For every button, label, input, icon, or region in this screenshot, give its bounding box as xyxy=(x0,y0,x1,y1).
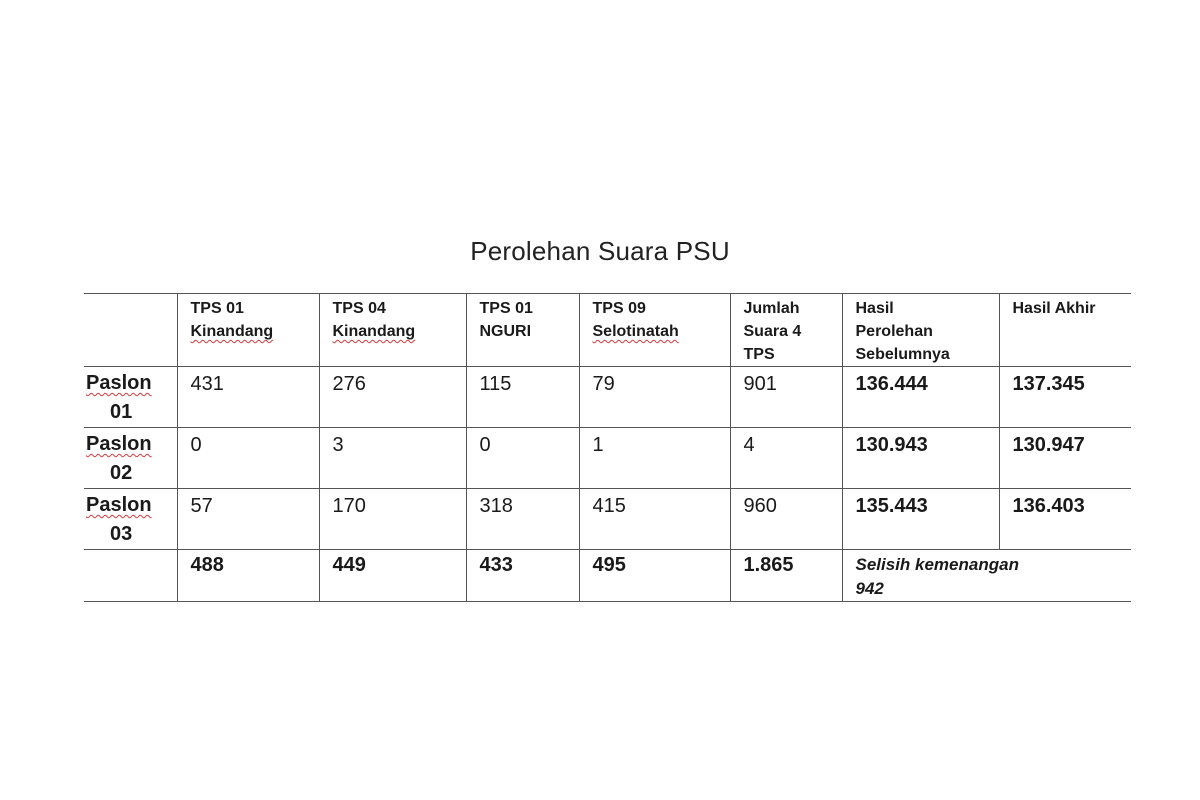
vote-results-table xyxy=(84,293,1131,602)
table-cell: 4 xyxy=(730,428,842,489)
header-tps01-kinandang: TPS 01 Kinandang xyxy=(177,294,319,367)
table-cell: 0 xyxy=(466,428,579,489)
header-jumlah-suara: Jumlah Suara 4 TPS xyxy=(730,294,842,367)
table-cell: 130.943 xyxy=(842,428,999,489)
table-cell: 0 xyxy=(177,428,319,489)
header-row xyxy=(84,294,1131,367)
header-tps09-selotinatah: TPS 09 Selotinatah xyxy=(579,294,730,367)
table-row xyxy=(84,489,1131,550)
table-cell: 318 xyxy=(466,489,579,550)
table-cell: 276 xyxy=(319,367,466,428)
table-cell: 137.345 xyxy=(999,367,1131,428)
totals-label-cell xyxy=(84,550,177,602)
table-cell: 79 xyxy=(579,367,730,428)
table-cell: 115 xyxy=(466,367,579,428)
total-cell: 449 xyxy=(319,550,466,602)
total-cell: 495 xyxy=(579,550,730,602)
winning-margin-note: Selisih kemenangan 942 xyxy=(842,550,1131,602)
table-row xyxy=(84,367,1131,428)
table-cell: 1 xyxy=(579,428,730,489)
row-label-paslon-01: Paslon 01 xyxy=(84,367,177,428)
table-cell: 136.444 xyxy=(842,367,999,428)
table-cell: 136.403 xyxy=(999,489,1131,550)
header-tps04-kinandang: TPS 04 Kinandang xyxy=(319,294,466,367)
total-cell: 488 xyxy=(177,550,319,602)
table-cell: 431 xyxy=(177,367,319,428)
row-label-paslon-02: Paslon 02 xyxy=(84,428,177,489)
header-corner-cell xyxy=(84,294,177,367)
row-label-paslon-03: Paslon 03 xyxy=(84,489,177,550)
table-row xyxy=(84,428,1131,489)
table-cell: 130.947 xyxy=(999,428,1131,489)
header-hasil-akhir: Hasil Akhir xyxy=(999,294,1131,367)
table-cell: 170 xyxy=(319,489,466,550)
totals-row xyxy=(84,550,1131,602)
table-cell: 57 xyxy=(177,489,319,550)
table-cell: 960 xyxy=(730,489,842,550)
header-hasil-sebelumnya: Hasil Perolehan Sebelumnya xyxy=(842,294,999,367)
table-cell: 901 xyxy=(730,367,842,428)
total-cell: 1.865 xyxy=(730,550,842,602)
header-tps01-nguri: TPS 01 NGURI xyxy=(466,294,579,367)
table-cell: 415 xyxy=(579,489,730,550)
page-title: Perolehan Suara PSU xyxy=(470,236,730,266)
total-cell: 433 xyxy=(466,550,579,602)
table-cell: 3 xyxy=(319,428,466,489)
table-cell: 135.443 xyxy=(842,489,999,550)
